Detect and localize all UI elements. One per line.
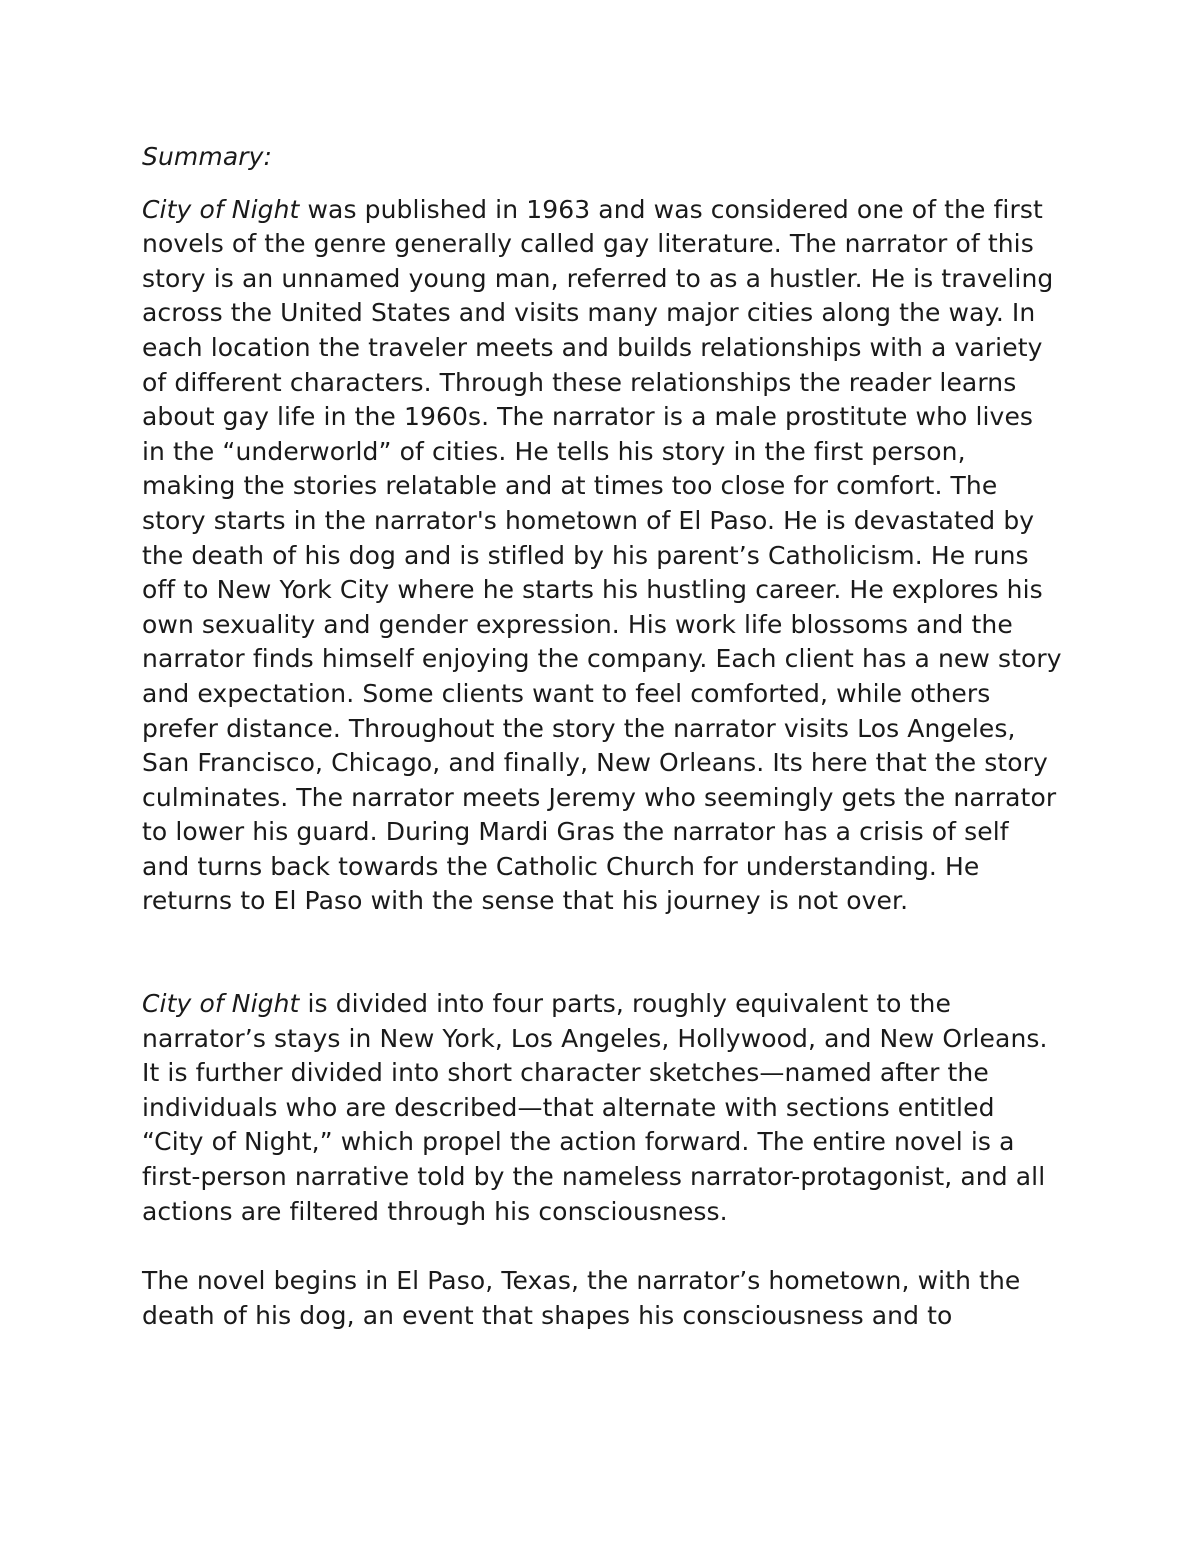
paragraph-text: is divided into four parts, roughly equivalent to the narrator’s stays in New York, Los Angeles, Hollywood, and New Orleans. It is further divided into short character sketches—named after the individuals who are described—that alternate with sections entitled “City of Night,” which propel the action forward. The entire novel is a first-person narrative told by the nameless narrator-protagonist, and all actions are filtered through his consciousness. — [142, 989, 1048, 1226]
paragraph-1 — [142, 193, 1062, 919]
paragraph-text: The novel begins in El Paso, Texas, the narrator’s hometown, with the death of his dog, an event that shapes his consciousness and to — [142, 1266, 1021, 1330]
book-title: City of Night — [142, 194, 300, 224]
paragraph-text: was published in 1963 and was considered one of the first novels of the genre generally called gay literature. The narrator of this story is an unnamed young man, referred to as a hustler. He is traveling across the United States and visits many major cities along the way. In each location the traveler meets and builds relationships with a variety of different characters. Through these relationships the reader learns about gay life in the 1960s. The narrator is a male prostitute who lives in the “underworld” of cities. He tells his story in the first person, making the stories relatable and at times too close for comfort. The story starts in the narrator's hometown of El Paso. He is devastated by the death of his dog and is stifled by his parent’s Catholicism. He runs off to New York City where he starts his hustling career. He explores his own sexuality and gender expression. His work life blossoms and the narrator finds himself enjoying the company. Each client has a new story and expectation. Some clients want to feel comforted, while others prefer distance. Throughout the story the narrator visits Los Angeles, San Francisco, Chicago, and finally, New Orleans. Its here that the story culminates. The narrator meets Jeremy who seemingly gets the narrator to lower his guard. During Mardi Gras the narrator has a crisis of self and turns back towards the Catholic Church for understanding. He returns to El Paso with the sense that his journey is not over. — [142, 194, 1062, 916]
document-body — [142, 140, 1062, 1333]
paragraph-spacer — [142, 919, 1062, 987]
paragraph-spacer — [142, 1229, 1062, 1264]
book-title: City of Night — [142, 989, 300, 1019]
summary-heading: Summary: — [142, 142, 273, 171]
paragraph-2 — [142, 987, 1062, 1229]
paragraph-3 — [142, 1264, 1062, 1333]
